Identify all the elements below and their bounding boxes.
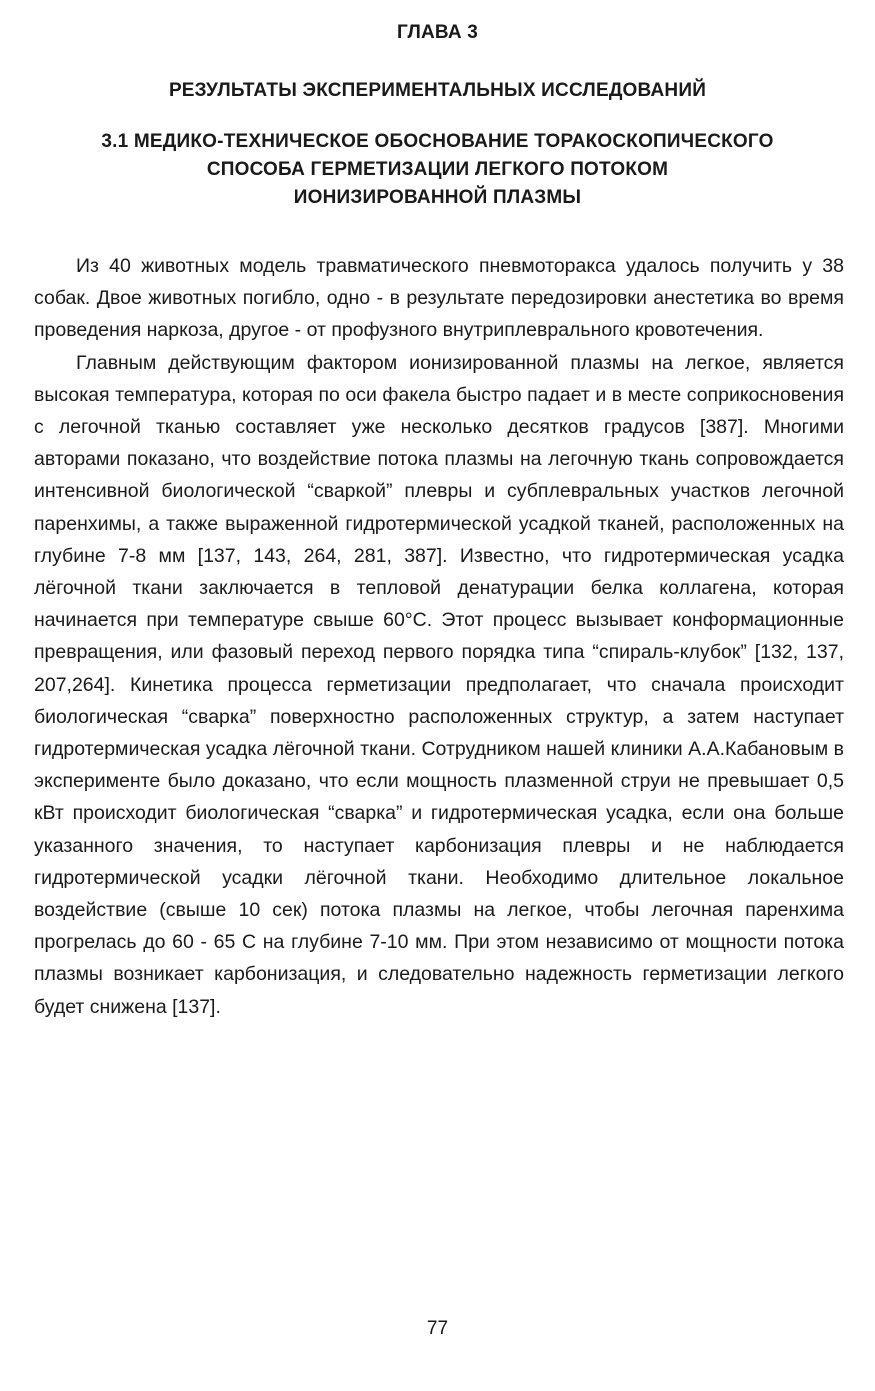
page-number: 77 xyxy=(426,1318,449,1339)
section-heading xyxy=(0,128,875,212)
section-heading-line: СПОСОБА ГЕРМЕТИЗАЦИИ ЛЕГКОГО ПОТОКОМ xyxy=(206,159,669,180)
chapter-title: РЕЗУЛЬТАТЫ ЭКСПЕРИМЕНТАЛЬНЫХ ИССЛЕДОВАНИЙ xyxy=(168,80,707,101)
paragraph: Из 40 животных модель травматического пневмоторакса удалось получить у 38 собак. Двое животных погибло, одно - в результате передозировки анестетика во время проведения наркоза, другое - от профузного внутриплеврального кровотечения. xyxy=(34,255,844,342)
body-text xyxy=(34,250,844,1023)
chapter-label: ГЛАВА 3 xyxy=(396,22,479,43)
paragraph: Главным действующим фактором ионизированной плазмы на легкое, является высокая температура, которая по оси факела быстро падает и в месте соприкосновения с легочной тканью составляет уже несколько десятков градусов [387]. Многими авторами показано, что воздействие потока плазмы на легочную ткань сопровождается интенсивной биологической “сваркой” плевры и субплевральных участков легочной паренхимы, а также выраженной гидротермической усадкой тканей, расположенных на глубине 7-8 мм [137, 143, 264, 281, 387]. Известно, что гидротермическая усадка лёгочной ткани заключается в тепловой денатурации белка коллагена, которая начинается при температуре свыше 60°С. Этот процесс вызывает конформационные превращения, или фазовый переход первого порядка типа “спираль-клубок” [132, 137, 207,264]. Кинетика процесса герметизации предполагает, что сначала происходит биологическая “сварка” поверхностно расположенных структур, а затем наступает гидротермическая усадка лёгочной ткани. Сотрудником нашей клиники А.А.Кабановым в эксперименте было доказано, что если мощность плазменной струи не превышает 0,5 кВт происходит биологическая “сварка” и гидротермическая усадка, если она больше указанного значения, то наступает карбонизация плевры и не наблюдается гидротермической усадки лёгочной ткани. Необходимо длительное локальное воздействие (свыше 10 сек) потока плазмы на легкое, чтобы легочная паренхима прогрелась до 60 - 65 С на глубине 7-10 мм. При этом независимо от мощности потока плазмы возникает карбонизация, и следовательно надежность герметизации легкого будет снижена [137]. xyxy=(34,351,844,1018)
section-heading-line: 3.1 МЕДИКО-ТЕХНИЧЕСКОЕ ОБОСНОВАНИЕ ТОРАКОСКОПИЧЕСКОГО xyxy=(101,131,774,152)
section-heading-line: ИОНИЗИРОВАННОЙ ПЛАЗМЫ xyxy=(293,187,582,208)
